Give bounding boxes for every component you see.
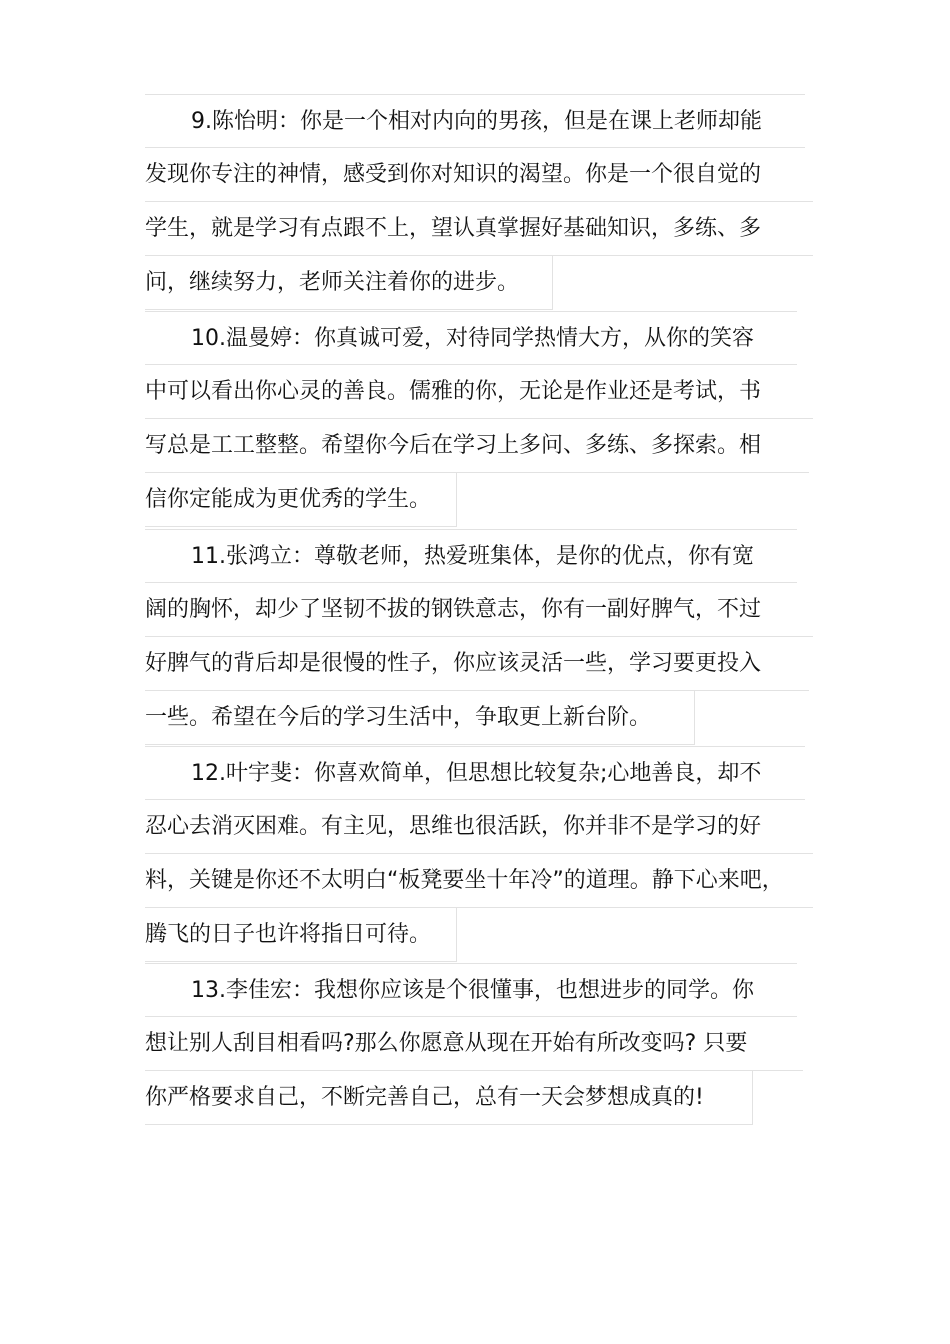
- comment-paragraph-11: [145, 529, 815, 745]
- paragraph-line: 问，继续努力，老师关注着你的进步。: [145, 256, 553, 310]
- comment-paragraph-10: [145, 311, 815, 527]
- paragraph-line: 忍心去消灭困难。有主见，思维也很活跃，你并非不是学习的好: [145, 800, 813, 854]
- paragraph-line: 写总是工工整整。希望你今后在学习上多问、多练、多探索。相: [145, 419, 809, 473]
- comment-paragraph-13: [145, 963, 815, 1125]
- paragraph-line: 13.李佳宏：我想你应该是个很懂事，也想进步的同学。你: [145, 963, 797, 1017]
- paragraph-line: 12.叶宇斐：你喜欢简单，但思想比较复杂;心地善良，却不: [145, 746, 805, 800]
- paragraph-line: 一些。希望在今后的学习生活中，争取更上新台阶。: [145, 691, 695, 745]
- paragraph-line: 11.张鸿立：尊敬老师，热爱班集体，是你的优点，你有宽: [145, 529, 797, 583]
- paragraph-line: 学生，就是学习有点跟不上，望认真掌握好基础知识，多练、多: [145, 202, 813, 256]
- paragraph-line: 阔的胸怀，却少了坚韧不拔的钢铁意志，你有一副好脾气，不过: [145, 583, 813, 637]
- comment-paragraph-9: [145, 94, 815, 310]
- paragraph-line: 信你定能成为更优秀的学生。: [145, 473, 457, 527]
- paragraph-line: 中可以看出你心灵的善良。儒雅的你，无论是作业还是考试，书: [145, 365, 813, 419]
- paragraph-line: 你严格要求自己，不断完善自己，总有一天会梦想成真的!: [145, 1071, 753, 1125]
- paragraph-line: 9.陈怡明：你是一个相对内向的男孩，但是在课上老师却能: [145, 94, 805, 148]
- paragraph-line: 10.温曼婷：你真诚可爱，对待同学热情大方，从你的笑容: [145, 311, 797, 365]
- paragraph-line: 想让别人刮目相看吗?那么你愿意从现在开始有所改变吗? 只要: [145, 1017, 803, 1071]
- paragraph-line: 发现你专注的神情，感受到你对知识的渴望。你是一个很自觉的: [145, 148, 813, 202]
- paragraph-line: 好脾气的背后却是很慢的性子，你应该灵活一些，学习要更投入: [145, 637, 809, 691]
- paragraph-line: 料，关键是你还不太明白“板凳要坐十年冷”的道理。静下心来吧，: [145, 854, 813, 908]
- paragraph-line: 腾飞的日子也许将指日可待。: [145, 908, 457, 962]
- comment-paragraph-12: [145, 746, 815, 962]
